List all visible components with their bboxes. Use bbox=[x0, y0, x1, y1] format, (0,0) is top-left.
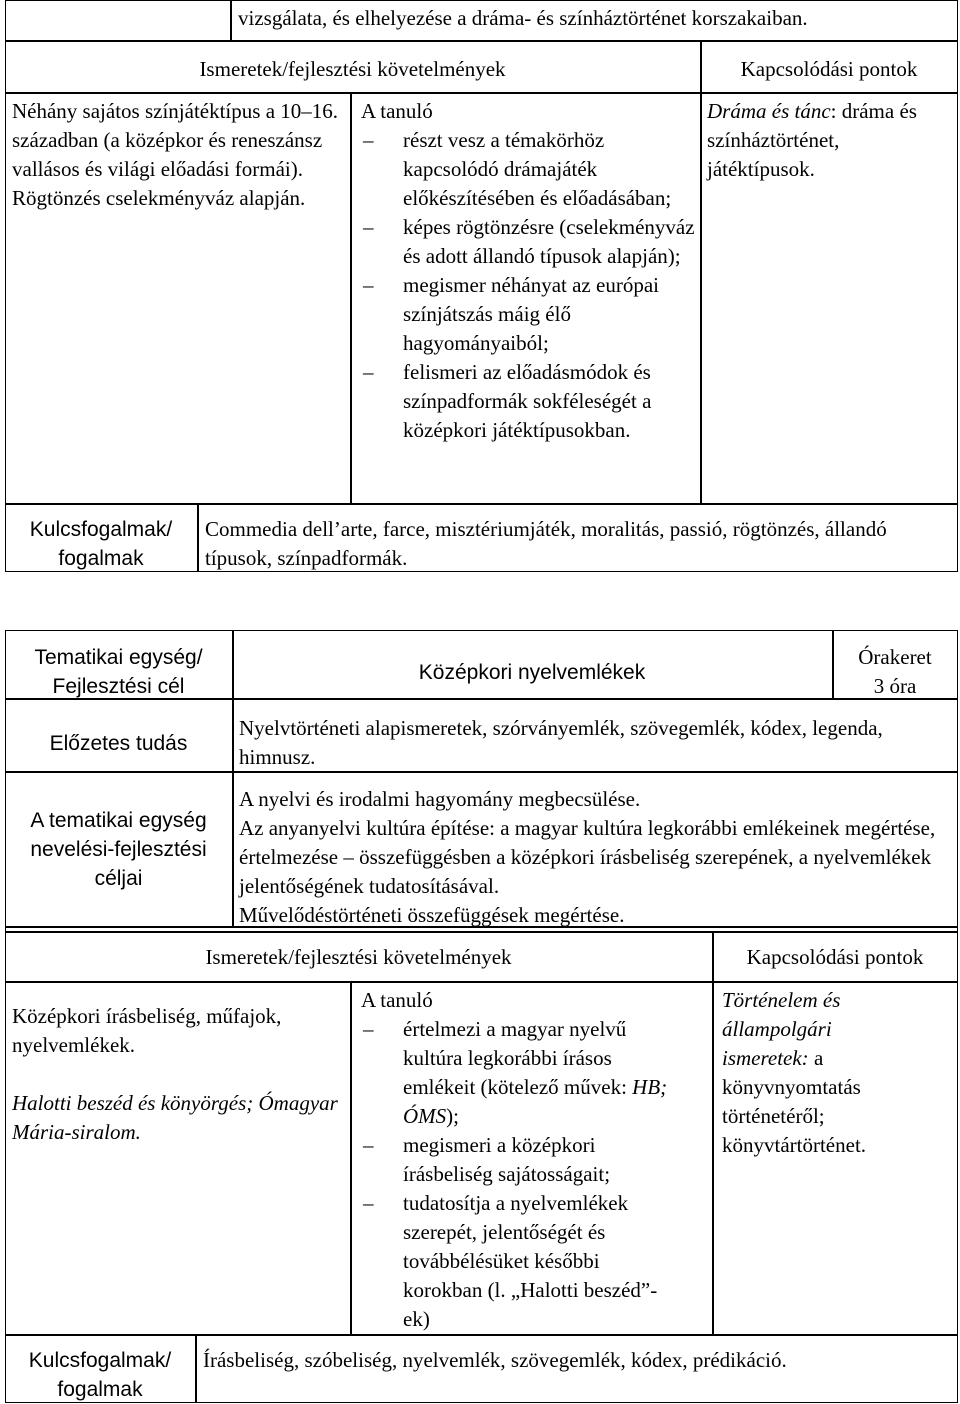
list-item: – megismeri a középkori írásbeliség sajátosságait; bbox=[361, 1131, 671, 1189]
t2-development-list bbox=[361, 1015, 671, 1334]
t2-header-requirements: Ismeretek/fejlesztési követelmények bbox=[205, 945, 512, 969]
list-item bbox=[361, 1015, 671, 1131]
t2-hours-label: Órakeret bbox=[858, 645, 932, 669]
t1-header-connections: Kapcsolódási pontok bbox=[740, 57, 918, 81]
t2-keywords-label-line1: Kulcsfogalmak/ bbox=[28, 1349, 172, 1372]
t1-continued-text: vizsgálata, és elhelyezése a dráma- és színháztörténet korszakaiban. bbox=[238, 6, 808, 30]
t2-keywords-label-line2: fogalmak bbox=[57, 1378, 143, 1401]
t2-goals-label-line2: nevelési-fejlesztési bbox=[30, 838, 207, 861]
t2-knowledge-cell bbox=[12, 1002, 345, 1147]
t2-knowledge-paragraph: Középkori írásbeliség, műfajok, nyelvemlékek. bbox=[12, 1004, 282, 1057]
t1-connections-cell bbox=[707, 97, 952, 184]
t2-goals-paragraph: Az anyanyelvi kultúra építése: a magyar kultúra legkorábbi emlékeinek megértése, értelmezése – összefüggésben a középkori írásbeliség szerepének, a nyelvemlékek jelentőségének tudatosításával. bbox=[239, 816, 936, 898]
t2-goals-text bbox=[239, 785, 954, 930]
t2-unit-label bbox=[5, 643, 232, 701]
t2-header-connections: Kapcsolódási pontok bbox=[746, 945, 924, 969]
t2-unit-label-line1: Tematikai egység/ bbox=[34, 646, 203, 669]
t2-dev-item1-end: ); bbox=[446, 1104, 459, 1128]
t2-unit-label-line2: Fejlesztési cél bbox=[52, 675, 185, 698]
t2-dev-item1-text: értelmezi a magyar nyelvű kultúra legkorábbi írásos emlékeit (kötelező művek: bbox=[403, 1017, 633, 1099]
t1-student-intro: A tanuló bbox=[361, 99, 433, 123]
list-item: – részt vesz a témakörhöz kapcsolódó drámajáték előkészítésében és előadásában; bbox=[361, 126, 696, 213]
list-item: – megismer néhányat az európai színjátszás máig élő hagyományaiból; bbox=[361, 271, 696, 358]
list-item: – képes rögtönzésre (cselekményváz és adott állandó típusok alapján); bbox=[361, 213, 696, 271]
t2-knowledge-works: Halotti beszéd és könyörgés; Ómagyar Mária-siralom. bbox=[12, 1091, 338, 1144]
t2-unit-title: Középkori nyelvemlékek bbox=[418, 661, 646, 684]
t2-keywords-text: Írásbeliség, szóbeliség, nyelvemlék, szövegemlék, kódex, prédikáció. bbox=[203, 1348, 787, 1372]
t1-keywords-label-line2: fogalmak bbox=[58, 547, 144, 570]
t2-development-cell bbox=[361, 986, 706, 1334]
t1-connection-subject: Dráma és tánc bbox=[707, 99, 831, 123]
t2-goals-paragraph: A nyelvi és irodalmi hagyomány megbecsülése. bbox=[239, 787, 641, 811]
t2-keywords-label bbox=[5, 1346, 195, 1404]
t1-development-list bbox=[361, 126, 696, 445]
t1-header-requirements: Ismeretek/fejlesztési követelmények bbox=[199, 57, 506, 81]
t2-goals-label-line3: céljai bbox=[94, 867, 143, 890]
t2-hours-value: 3 óra bbox=[873, 674, 917, 698]
t2-prior-text: Nyelvtörténeti alapismeretek, szórványemlék, szövegemlék, kódex, legenda, himnusz. bbox=[239, 716, 883, 769]
t2-hours bbox=[832, 643, 958, 701]
t2-goals-label-line1: A tematikai egység bbox=[30, 809, 207, 832]
list-item: – tudatosítja a nyelvemlékek szerepét, jelentőségét és továbbélésüket későbbi korokban (l. „Halotti beszéd”-ek) bbox=[361, 1189, 671, 1334]
t1-keywords-label bbox=[5, 515, 197, 573]
t2-goals-label bbox=[5, 806, 232, 893]
t1-development-cell bbox=[361, 97, 696, 445]
t2-connection-text: a könyvnyomtatás történetéről; könyvtártörténet. bbox=[722, 1046, 867, 1157]
t2-goals-paragraph: Művelődéstörténeti összefüggések megértése. bbox=[239, 903, 625, 927]
list-item: – felismeri az előadásmódok és színpadformák sokféleségét a középkori játéktípusokban. bbox=[361, 358, 696, 445]
t2-prior-label: Előzetes tudás bbox=[49, 732, 188, 755]
t1-connection-text: : dráma és színháztörténet, játéktípusok. bbox=[707, 99, 917, 181]
t1-keywords-label-line1: Kulcsfogalmak/ bbox=[29, 518, 173, 541]
t1-knowledge-cell: Néhány sajátos színjátéktípus a 10–16. században (a középkor és reneszánsz vallásos és világi előadási formái). Rögtönzés cselekményváz alapján. bbox=[12, 99, 339, 210]
t2-dev-item1-works: HB; ÓMS bbox=[403, 1075, 668, 1128]
t2-connections-cell bbox=[722, 986, 917, 1160]
t2-connection-subject: Történelem és állampolgári ismeretek: bbox=[722, 988, 841, 1070]
t1-keywords-text: Commedia dell’arte, farce, misztériumjáték, moralitás, passió, rögtönzés, állandó típusok, színpadformák. bbox=[205, 517, 887, 570]
t2-student-intro: A tanuló bbox=[361, 988, 433, 1012]
